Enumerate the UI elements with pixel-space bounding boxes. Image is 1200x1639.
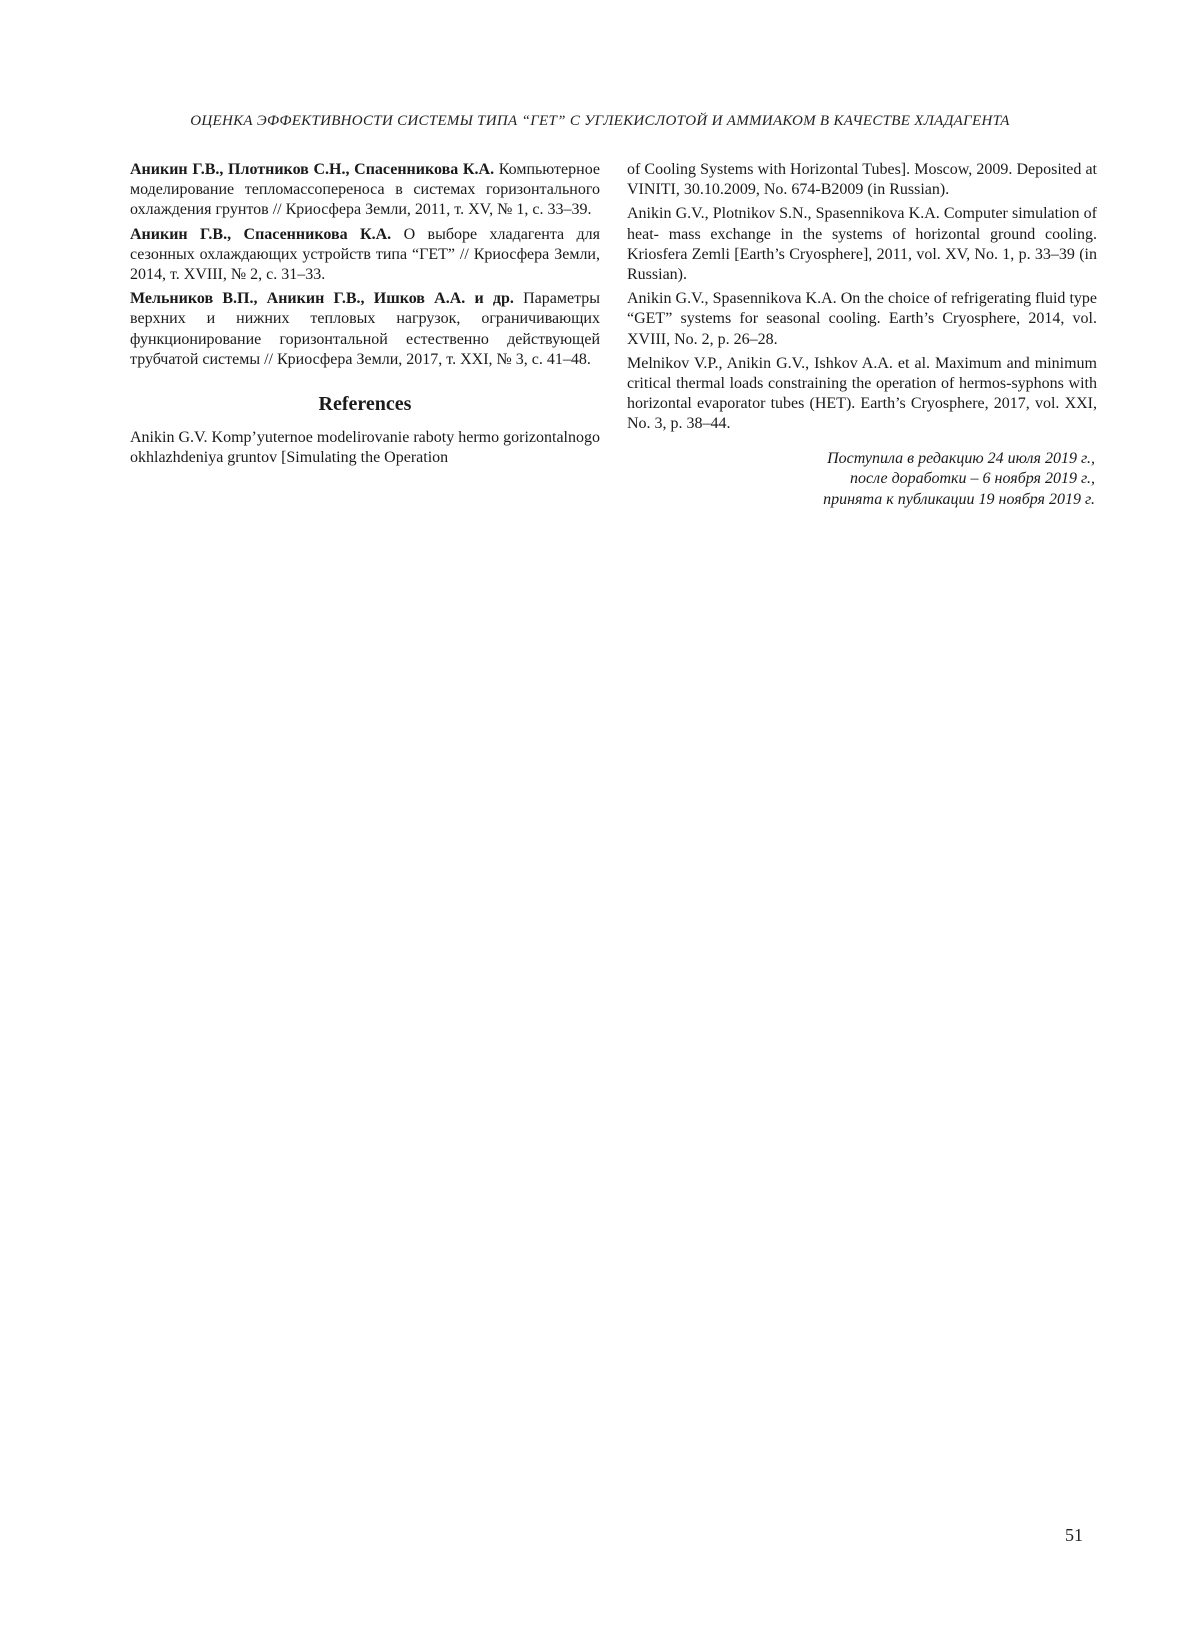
ref-en-4: Melnikov V.P., Anikin G.V., Ishkov A.A. et al. Maximum and minimum critical thermal loads constraining the operation of hermos-syphons with horizontal evaporator tubes (HET). Earth’s Cryosphere, 2017, vol. XXI, No. 3, p. 38–44. — [627, 354, 1097, 433]
page-number: 51 — [1065, 1525, 1083, 1545]
ref-ru-1 — [130, 160, 600, 221]
received-dates — [627, 449, 1097, 511]
received-line-2: после доработки – 6 ноября 2019 г., — [849, 470, 1095, 488]
left-column — [130, 160, 600, 472]
running-header: ОЦЕНКА ЭФФЕКТИВНОСТИ СИСТЕМЫ ТИПА “ГЕТ” С УГЛЕКИСЛОТОЙ И АММИАКОМ В КАЧЕСТВЕ ХЛАДАГЕНТА — [190, 113, 1010, 129]
ref-ru-2 — [130, 225, 600, 286]
ref-en-1-part2: of Cooling Systems with Horizontal Tubes]. Moscow, 2009. Deposited at VINITI, 30.10.2009, No. 674-B2009 (in Russian). — [627, 161, 1097, 199]
ref-en-3: Anikin G.V., Spasennikova K.A. On the choice of refrigerating fluid type “GET” systems for seasonal cooling. Earth’s Cryosphere, 2014, vol. XVIII, No. 2, p. 26–28. — [627, 290, 1097, 348]
ref-ru-2-text: О выборе хладагента для сезонных охлаждающих устройств типа “ГЕТ” // Криосфера Земли, 2014, т. XVIII, № 2, с. 31–33. — [130, 225, 600, 284]
ref-en-2: Anikin G.V., Plotnikov S.N., Spasennikova K.A. Computer simulation of heat- mass exchange in the systems of horizontal ground cooling. Kriosfera Zemli [Earth’s Cryosphere], 2011, vol. XV, No. 1, p. 33–39 (in Russian). — [627, 205, 1097, 284]
received-line-1: Поступила в редакцию 24 июля 2019 г., — [827, 449, 1095, 467]
right-column — [627, 160, 1097, 510]
ref-ru-2-authors: Аникин Г.В., Спасенникова К.А. — [130, 225, 392, 243]
received-line-3: принята к публикации 19 ноября 2019 г. — [823, 490, 1095, 508]
ref-ru-1-authors: Аникин Г.В., Плотников С.Н., Спасенникова К.А. — [130, 161, 495, 178]
references-heading: References — [318, 393, 412, 416]
ref-ru-3 — [130, 289, 600, 370]
ref-en-1-part1: Anikin G.V. Komp’yuternoe modelirovanie raboty hermo gorizontalnogo okhlazhdeniya gruntov [Simulating the Operation — [130, 429, 600, 467]
ref-ru-3-text: Параметры верхних и нижних тепловых нагрузок, ограничивающих функционирование горизонтальной естественно действующей трубчатой системы // Криосфера Земли, 2017, т. XXI, № 3, с. 41–48. — [130, 290, 600, 368]
ref-ru-3-authors: Мельников В.П., Аникин Г.В., Ишков А.А. и др. — [130, 290, 514, 308]
ref-ru-1-text: Компьютерное моделирование тепломассопереноса в системах горизонтального охлаждения грунтов // Криосфера Земли, 2011, т. XV, № 1, с. 33–39. — [130, 161, 601, 219]
